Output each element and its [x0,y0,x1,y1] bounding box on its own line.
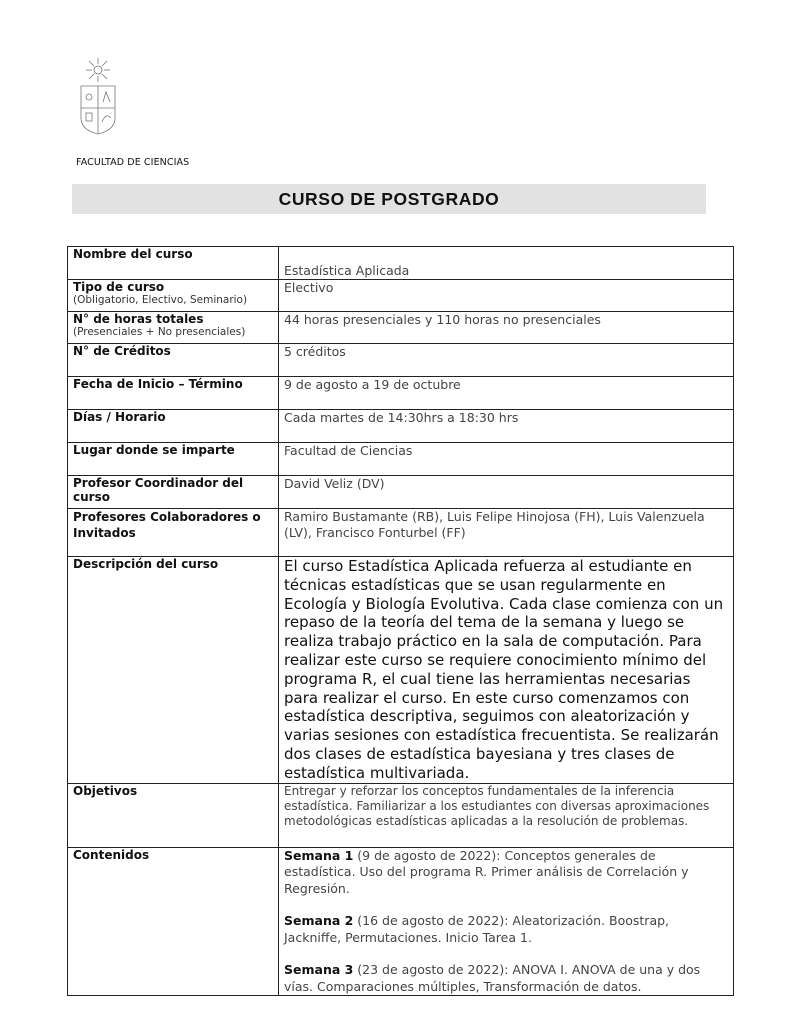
contents-value [279,847,734,996]
table-row [68,344,734,377]
table-row [68,312,734,344]
table-row [68,280,734,312]
schedule-label: Días / Horario [68,410,279,443]
contents-label: Contenidos [68,847,279,996]
coordinator-value: David Veliz (DV) [279,476,734,509]
table-row [68,509,734,557]
collaborators-value: Ramiro Bustamante (RB), Luis Felipe Hinojosa (FH), Luis Valenzuela (LV), Francisco Fonturbel (FF) [279,509,734,557]
week-text: (23 de agosto de 2022): ANOVA I. ANOVA de una y dos vías. Comparaciones múltiples, Transformación de datos. [284,962,701,994]
course-info-table [67,246,734,996]
objectives-label: Objetivos [68,783,279,847]
table-row [68,783,734,847]
description-value: El curso Estadística Aplicada refuerza al estudiante en técnicas estadísticas que se usan regularmente en Ecología y Biología Evolutiva. Cada clase comienza con un repaso de la teoría del tema de la semana y luego se realiza trabajo práctico en la sala de computación. Para realizar este curso se requiere conocimiento mínimo del programa R, el cual tiene las herramientas necesarias para realizar el curso. En este curso comenzamos con estadística descriptiva, seguimos con aleatorización y varias sesiones con estadística frecuentista. Se realizarán dos clases de estadística bayesiana y tres clases de estadística multivariada. [279,557,734,784]
table-row [68,557,734,784]
week-title: Semana 2 [284,913,354,929]
objectives-value: Entregar y reforzar los conceptos fundamentales de la inferencia estadística. Familiarizar a los estudiantes con diversas aproximaciones metodológicas estadísticas aplicadas a la resolución de problemas. [279,783,734,847]
week-item [284,848,728,898]
dates-value: 9 de agosto a 19 de octubre [279,377,734,410]
course-type-label [68,280,279,312]
coordinator-label: Profesor Coordinador del curso [68,476,279,509]
table-row [68,476,734,509]
table-row [68,247,734,280]
credits-label: N° de Créditos [68,344,279,377]
credits-value: 5 créditos [279,344,734,377]
table-row [68,377,734,410]
week-text: (16 de agosto de 2022): Aleatorización. Boostrap, Jackniffe, Permutaciones. Inicio Tarea 1. [284,913,670,945]
page-title: CURSO DE POSTGRADO [72,184,706,214]
week-item [284,962,728,995]
description-label: Descripción del curso [68,557,279,784]
course-type-title: Tipo de curso [73,280,165,294]
place-value: Facultad de Ciencias [279,443,734,476]
faculty-name: FACULTAD DE CIENCIAS [76,157,190,168]
dates-label: Fecha de Inicio – Término [68,377,279,410]
week-title: Semana 1 [284,847,354,863]
collaborators-label: Profesores Colaboradores o Invitados [68,509,279,557]
total-hours-label [68,312,279,344]
course-type-value: Electivo [279,280,734,312]
schedule-value: Cada martes de 14:30hrs a 18:30 hrs [279,410,734,443]
week-title: Semana 3 [284,962,354,978]
total-hours-hint: (Presenciales + No presenciales) [73,326,246,338]
course-name-value: Estadística Aplicada [279,247,734,280]
table-row [68,847,734,996]
university-crest-icon [78,56,118,136]
table-row [68,443,734,476]
total-hours-value: 44 horas presenciales y 110 horas no presenciales [279,312,734,344]
course-type-hint: (Obligatorio, Electivo, Seminario) [73,294,248,306]
week-item [284,913,728,946]
place-label: Lugar donde se imparte [68,443,279,476]
total-hours-title: N° de horas totales [73,312,204,326]
week-text: (9 de agosto de 2022): Conceptos generales de estadística. Uso del programa R. Primer análisis de Correlación y Regresión. [284,847,689,896]
table-row [68,410,734,443]
course-name-label: Nombre del curso [68,247,279,280]
